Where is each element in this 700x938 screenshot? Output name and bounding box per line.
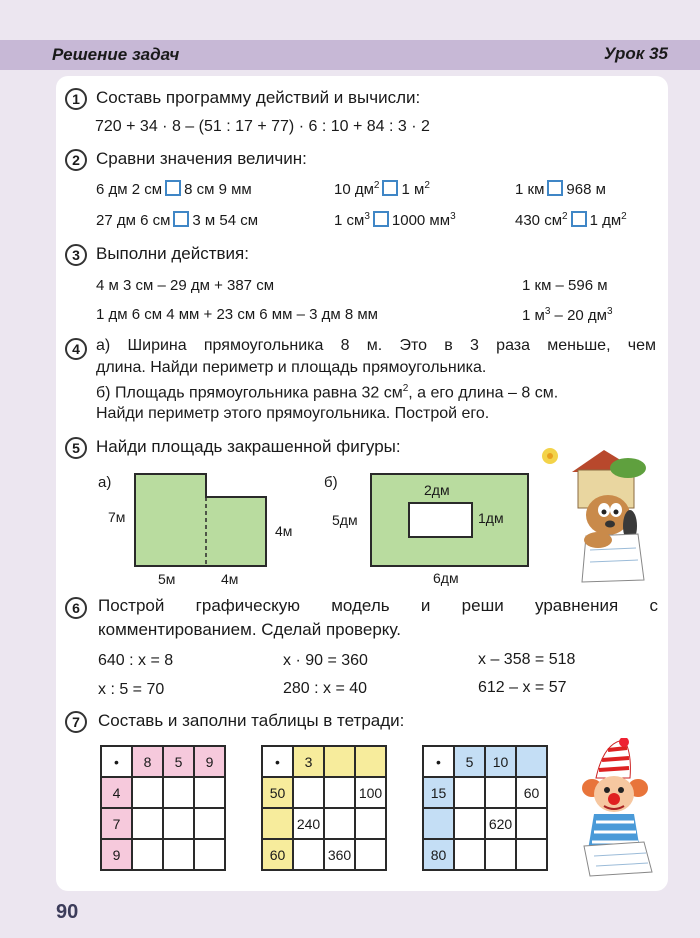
- table-row-header: 4: [101, 777, 132, 808]
- task-4-number: 4: [65, 338, 87, 360]
- compare-right-exp: 2: [424, 180, 430, 191]
- table-cell: 360: [324, 839, 355, 870]
- table-cell: [324, 808, 355, 839]
- task-4-line-3a: б) Площадь прямоугольника равна 32 см: [96, 384, 403, 402]
- table-header-cell: 5: [454, 746, 485, 777]
- table-cell: [516, 839, 547, 870]
- task-6-line-1: Построй графическую модель и реши уравнения с: [98, 596, 658, 615]
- task-5-number: 5: [65, 437, 87, 459]
- task-7-number: 7: [65, 711, 87, 733]
- compare-right-exp: 3: [450, 211, 456, 222]
- table-header-cell: 8: [132, 746, 163, 777]
- equation-3: х – 358 = 518: [478, 651, 576, 668]
- figure-a-bottom-dim-1: 5м: [158, 571, 176, 587]
- lesson-title: Урок 35: [603, 44, 668, 63]
- table-row-header: 9: [101, 839, 132, 870]
- compare-right: 1 м: [401, 181, 425, 198]
- table-row-header: 7: [101, 808, 132, 839]
- compare-left: 430 см: [515, 212, 563, 229]
- table-cell: 100: [355, 777, 386, 808]
- task-3-title: Выполни действия:: [96, 244, 249, 263]
- figure-b-inner-dim: 1дм: [478, 510, 504, 526]
- figure-a-left-dim: 7м: [108, 509, 126, 525]
- figure-a-shape: [130, 470, 270, 570]
- task-4-line-3b: , а его длина – 8 см.: [408, 384, 559, 402]
- table-row-header: [262, 808, 293, 839]
- compare-box[interactable]: [165, 180, 181, 196]
- compare-left-exp: 2: [562, 211, 568, 222]
- table-cell: [194, 777, 225, 808]
- table-cell: [454, 808, 485, 839]
- compare-box[interactable]: [382, 180, 398, 196]
- compare-right-exp: 2: [621, 211, 627, 222]
- task-4-line-3: [96, 383, 558, 402]
- table-corner: •: [423, 746, 454, 777]
- table-header-cell: 9: [194, 746, 225, 777]
- compare-right: 3 м 54 см: [192, 212, 259, 229]
- task-3-expression-1: 4 м 3 см – 29 дм + 387 см: [96, 277, 275, 294]
- section-title: Решение задач: [52, 45, 180, 64]
- page-number: 90: [56, 901, 79, 923]
- table-header-cell: [516, 746, 547, 777]
- multiplication-table-1: [100, 745, 226, 871]
- task-6-number: 6: [65, 597, 87, 619]
- table-cell: 60: [516, 777, 547, 808]
- table-cell: [194, 808, 225, 839]
- figure-a-bottom-dim-2: 4м: [221, 571, 239, 587]
- compare-right: 1 дм: [589, 212, 622, 229]
- compare-right: 1000 мм: [391, 212, 451, 229]
- figure-a-label: а): [98, 474, 112, 491]
- expr-part: 1 м: [522, 307, 545, 324]
- equation-2: х · 90 = 360: [283, 652, 368, 669]
- table-cell: [355, 808, 386, 839]
- table-cell: [355, 839, 386, 870]
- task-6-line-2: комментированием. Сделай проверку.: [98, 620, 401, 639]
- table-corner: •: [101, 746, 132, 777]
- task-7-title: Составь и заполни таблицы в тетради:: [98, 711, 405, 730]
- table-cell: [485, 777, 516, 808]
- task-2-number: 2: [65, 149, 87, 171]
- task-1-expression: 720 + 34 · 8 – (51 : 17 + 77) · 6 : 10 + 84 : 3 · 2: [95, 118, 430, 135]
- table-corner: •: [262, 746, 293, 777]
- equation-1: 640 : х = 8: [98, 652, 174, 669]
- table-cell: [132, 808, 163, 839]
- table-row-header: 80: [423, 839, 454, 870]
- task-3-expression-3: 1 дм 6 см 4 мм + 23 см 6 мм – 3 дм 8 мм: [96, 306, 378, 323]
- table-cell: [324, 777, 355, 808]
- table-cell: [163, 808, 194, 839]
- compare-right: 968 м: [566, 181, 606, 198]
- compare-box[interactable]: [173, 211, 189, 227]
- task-1-title: Составь программу действий и вычисли:: [96, 88, 421, 107]
- table-cell: [132, 839, 163, 870]
- compare-box[interactable]: [547, 180, 563, 196]
- compare-left-exp: 3: [364, 211, 370, 222]
- table-row-header: [423, 808, 454, 839]
- dog-illustration-icon: [538, 440, 656, 590]
- table-cell: [163, 777, 194, 808]
- table-cell: [293, 777, 324, 808]
- task-4-line-1: а) Ширина прямоугольника 8 м. Это в 3 раза меньше, чем: [96, 337, 656, 354]
- task-4-line-4: Найди периметр этого прямоугольника. Построй его.: [96, 405, 490, 422]
- task-3-expression-4: [522, 306, 613, 324]
- table-header-cell: [355, 746, 386, 777]
- figure-b-top-dim: 2дм: [424, 482, 450, 498]
- task-3-number: 3: [65, 244, 87, 266]
- expr-exp: 3: [544, 306, 551, 317]
- equation-6: 612 – х = 57: [478, 679, 567, 696]
- table-cell: [516, 808, 547, 839]
- figure-b-left-dim: 5дм: [332, 512, 358, 528]
- compare-box[interactable]: [373, 211, 389, 227]
- table-cell: 240: [293, 808, 324, 839]
- compare-left-exp: 2: [373, 180, 380, 191]
- table-header-cell: [324, 746, 355, 777]
- compare-left: 10 дм: [334, 181, 374, 198]
- task-5-title: Найди площадь закрашенной фигуры:: [96, 437, 401, 456]
- multiplication-table-3: [422, 745, 548, 871]
- compare-row-2-col-2: [334, 211, 456, 229]
- clown-illustration-icon: [574, 738, 658, 878]
- figure-a-right-dim: 4м: [275, 523, 293, 539]
- compare-left: 27 дм 6 см: [96, 212, 171, 229]
- table-cell: [454, 839, 485, 870]
- multiplication-table-2: [261, 745, 387, 871]
- compare-row-1-col-2: [334, 180, 430, 198]
- compare-right: 8 см 9 мм: [184, 181, 252, 198]
- equation-4: х : 5 = 70: [98, 681, 165, 698]
- table-row-header: 15: [423, 777, 454, 808]
- table-cell: [485, 839, 516, 870]
- table-row-header: 50: [262, 777, 293, 808]
- expr-part: – 20 дм: [550, 307, 607, 324]
- task-3-expression-2: 1 км – 596 м: [522, 277, 608, 294]
- table-cell: 620: [485, 808, 516, 839]
- expr-exp: 3: [607, 306, 613, 317]
- compare-left: 1 см: [334, 212, 365, 229]
- compare-left: 1 км: [515, 181, 545, 198]
- table-row-header: 60: [262, 839, 293, 870]
- table-cell: [293, 839, 324, 870]
- compare-left: 6 дм 2 см: [96, 181, 163, 198]
- compare-row-1-col-3: [515, 180, 606, 198]
- table-cell: [132, 777, 163, 808]
- task-4-line-2: длина. Найди периметр и площадь прямоугольника.: [96, 359, 487, 376]
- compare-row-2-col-3: [515, 211, 627, 229]
- table-header-cell: 5: [163, 746, 194, 777]
- compare-row-2-col-1: [96, 211, 258, 229]
- task-4-exp: 2: [402, 383, 409, 394]
- compare-box[interactable]: [571, 211, 587, 227]
- table-cell: [454, 777, 485, 808]
- equation-5: 280 : х = 40: [283, 680, 368, 697]
- table-cell: [194, 839, 225, 870]
- figure-b-bottom-dim: 6дм: [433, 570, 459, 586]
- table-header-cell: 10: [485, 746, 516, 777]
- table-header-cell: 3: [293, 746, 324, 777]
- task-2-title: Сравни значения величин:: [96, 149, 307, 168]
- compare-row-1-col-1: [96, 180, 252, 198]
- table-cell: [163, 839, 194, 870]
- figure-b-label: б): [324, 474, 338, 491]
- task-1-number: 1: [65, 88, 87, 110]
